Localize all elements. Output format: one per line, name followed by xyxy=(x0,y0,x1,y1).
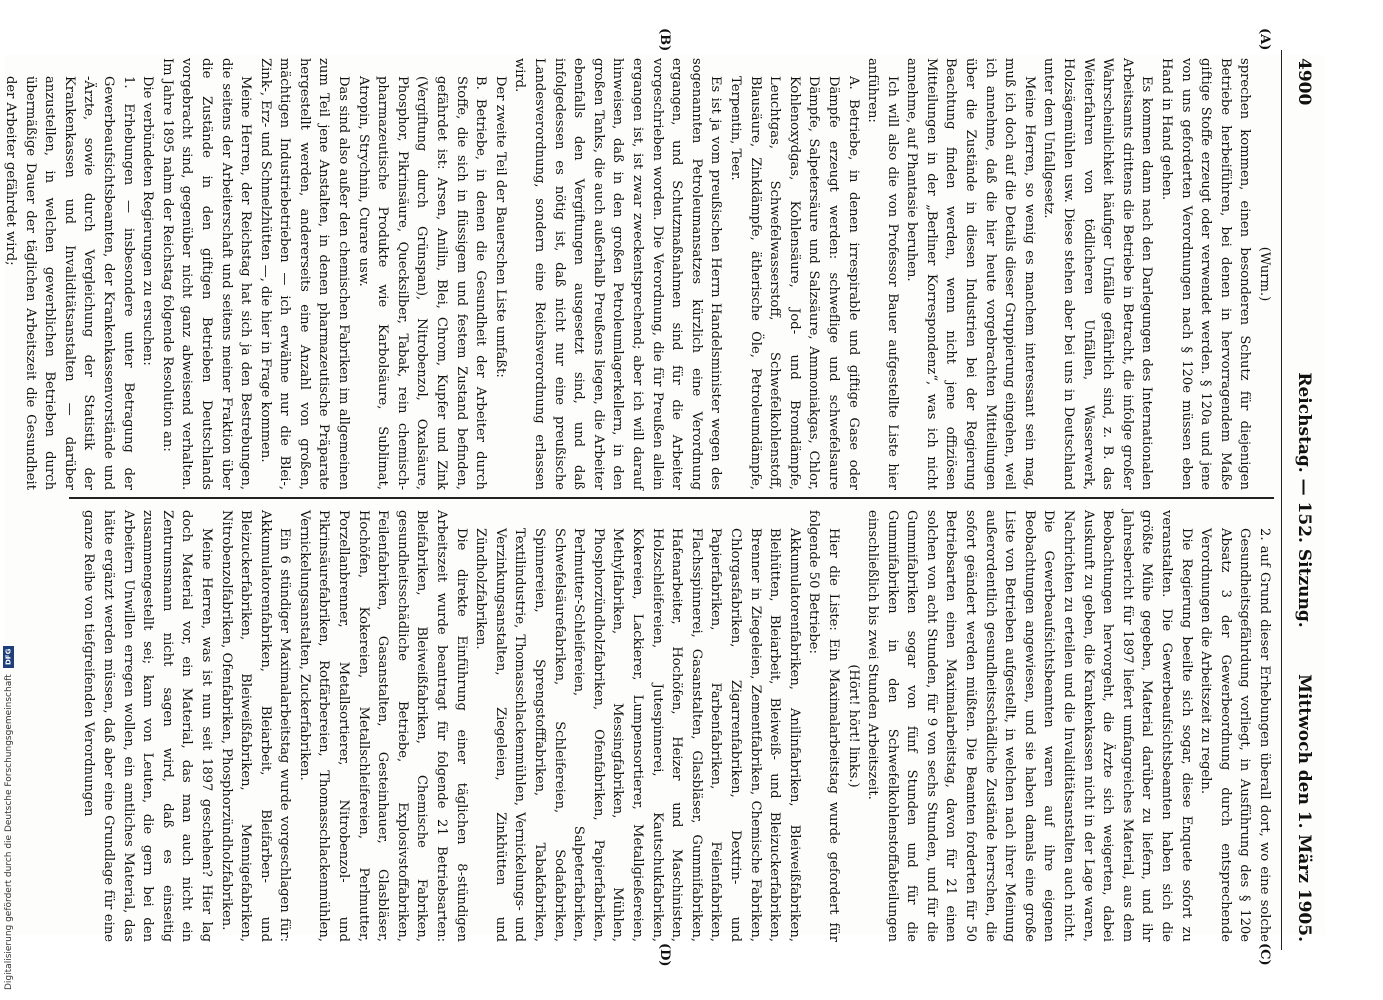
list-item: B. Betriebe, in denen die Gesundheit der Arbeiter durch Stoffe, die sich in flüssigem und festem Zustand befinden, gefährdet ist: Arsen, Anilin, Blei, Chrom, Kupfer und Zink (Vergiftung durch Grünspan), Nitrobenzol, Oxalsäure, Phosphor, Pikrinsäure, Quecksilber, Tabak, rein chemisch-pharmazeutische Produkte wie Karbolsäure, Sublimat, Atropin, Strychnin, Curare usw. xyxy=(355,76,489,490)
margin-mark-c: (C) xyxy=(1257,943,1272,966)
list-item: Akkumulatorenfabriken, Anilinfabriken, Bleiweißfabriken, Bleihütten, Bleiarbeit, Bleiweiß- und Bleizuckerfabriken, Brenner in Ziegeleien, Zementfabriken, Chemische Fabriken, Chlorgasfabriken, Zigarrenfabriken, Dextrin- und Papierfabriken, Farbenfabriken, Feilenfabriken, Flachsspinnerei, Gasanstalten, Glasbläser, Gummifabriken, Hafenarbeiter, Hochöfen, Heizer und Maschinisten, Holzschleifereien, Jutespinnerei, Kautschukfabriken, Kokereien, Lackierer, Lumpensortierer, Metallgießereien, Methylfabriken, Messingfabriken, Mühlen, Phosphorzündholzfabriken, Ofenfabriken, Papierfabriken, Perlmutter-Schleifereien, Salpeterfabriken, Schwefelsäurefabriken, Schleifereien, Sodafabriken, Spinnereien, Sprengstofffabriken, Tabakfabriken, Textilindustrie, Thomasschlackenmühlen, Vernickelungs- und Verzinkungsanstalten, Ziegeleien, Zinkhütten und Zündholzfabriken. xyxy=(473,528,802,942)
running-header xyxy=(1286,58,1322,942)
interjection: (Hört! hört! links.) xyxy=(845,664,861,788)
margin-mark-d: (D) xyxy=(657,943,672,967)
paragraph: Es kommen dann nach den Darlegungen des Internationalen Arbeitsamts drittens die Betriebe in Betracht, die infolge großer Wahrscheinlichkeit häufiger Unfälle gefährlich sind, z. B. das Weiterfahren von tödlicheren Unfällen, Wasserwerk, Holzsägemühlen usw. Diese stehen aber bei uns in Deutschland unter dem Unfallgesetz. xyxy=(1041,58,1155,490)
margin-mark-a: (A) xyxy=(1257,28,1272,51)
paragraph: Der zweite Teil der Bauerschen Liste umfaßt: xyxy=(492,76,508,378)
footer-credit: Digitalisierung gefördert durch die Deutsche Forschungsgemeinschaft xyxy=(4,674,14,990)
header-rule xyxy=(1281,50,1282,950)
session-title: Reichstag. — 152. Sitzung. xyxy=(1294,372,1314,628)
digitization-footer xyxy=(2,60,16,990)
margin-mark-b: (B) xyxy=(657,28,672,52)
paragraph: Meine Herren, der Reichstag hat sich ja den Bestrebungen, die seitens der Arbeiterschaft und seitens meiner Fraktion über die Zustände in den giftigen Betrieben Deutschlands vorgebracht sind, gegenüber nicht ganz abweisend verhalten. Im Jahre 1895 nahm der Reichstag folgende Resolution an: xyxy=(159,58,254,490)
page-number: 4900 xyxy=(1294,58,1314,106)
dfg-logo-text: DFG xyxy=(4,649,13,666)
list-item: A. Betriebe, in denen irrespirable und giftige Gase oder Dämpfe erzeugt werden: schweflige und schwefelsaure Dämpfe, Salpetersäure und Salzsäure, Ammoniakgas, Chlor, Kohlenoxydgas, Kohlensäure, Jod- und Bromdämpfe, Leuchtgas, Schwefelwasserstoff, Schwefelkohlenstoff, Blausäure, Zinkdämpfe, ätherische Öle, Petroleumdämpfe, Terpentin, Teer. xyxy=(727,76,861,490)
paragraph: Die Regierung beeilte sich sogar, diese Enquete sofort zu veranstalten. Die Gewerbeaufsichtsbeamten haben sich die größte Mühe gegeben, Material darüber zu liefern, und ihr Jahresbericht für 1897 liefert umfangreiches Material, aus dem Beobachtungen hervorgeht, die Ärzte sich weigerten, dabei Auskunft zu geben, die Krankenkassen nicht in der Lage waren, Nachrichten zu erteilen und die Invaliditätsanstalten auch nicht. Die Gewerbeaufsichtsbeamten waren auf ihre eigenen Beobachtungen angewiesen, und sie haben damals eine große Liste von Betrieben aufgestellt, in welchen nach ihrer Meinung außerordentlich gesundheitsschädliche Zustände herrschen, die sofort geändert werden müßten. Die Beamten forderten für 50 Betriebsarten einen Maximalarbeitstag, davon für 21 einen solchen von acht Stunden, für 9 von sechs Stunden, und für die Gummifabriken sogar von fünf Stunden und für die Gummifabriken in den Schwefelkohlenstoffabteilungen einschließlich bis zwei Stunden Arbeitszeit. xyxy=(865,510,1194,942)
paragraph: Das sind also außer den chemischen Fabriken im allgemeinen zum Teil jene Anstalten, in denen pharmazeutische Präparate hergestellt werden, andererseits eine Anzahl von großen, mächtigen Industriebetrieben — ich erwähne nur die Blei-, Zink-, Erz- und Schmelzhütten —, die hier in Frage kommen. xyxy=(257,58,352,490)
paragraph: Die direkte Einführung einer täglichen 8-stündigen Arbeitszeit wurde beantragt für folgende 21 Betriebsarten: Bleifabriken, Bleiweißfabriken, Chemische Fabriken, gesundheitsschädliche Betriebe, Explosivstoffabriken, Feilenfabriken, Gasanstalten, Gesteinhauer, Glasbläser, Hochöfen, Kokereien, Metallschleifereien, Perlmutter, Porzellanbrenner, Metallsortierer, Nitrobenzol- und Pikrinsäurefabriken, Rotfärbereien, Thomasschlackenmühlen, Vernickelungsanstalten, Zuckerfabriken. xyxy=(296,510,469,942)
paragraph: sprechen kommen, einen besonderen Schutz für diejenigen Betriebe herbeiführen, bei denen in hervorragendem Maße giftige Stoffe erzeugt oder verwendet werden. § 120a und jene von uns geforderten Verordnungen nach § 120e müssen eben Hand in Hand gehen. xyxy=(1159,58,1253,490)
dfg-logo xyxy=(4,646,15,668)
right-column xyxy=(69,510,1274,942)
resolution-item: 2. auf Grund dieser Erhebungen überall dort, wo eine solche Gesundheitsgefährdung vorliegt, in Ausführung des § 120e Absatz 3 der Gewerbeordnung durch entsprechende Verordnungen die Arbeitszeit zu regeln. xyxy=(1198,528,1272,942)
paragraph: Es ist ja vom preußischen Herrn Handelsminister wegen des sogenannten Petroleumansatzes kürzlich eine Verordnung ergangen, und Schutzmaßnahmen sind für die Arbeiter vorgeschrieben worden. Die Verordnung, die für Preußen allein ergangen ist, ist zwar zweckentsprechend; aber ich will darauf hinweisen, daß in den großen Petroleumlagerkellern, in den großen Tanks, die auch außerhalb Preußens liegen, die Arbeiter ebenfalls den Vergiftungen ausgesetzt sind, und daß infolgedessen es nötig ist, daß nicht nur eine preußische Landesverordnung, sondern eine Reichsverordnung erlassen wird. xyxy=(512,58,724,490)
resolution-item: 1. Erhebungen — insbesondere unter Betragung der Gewerbeaufsichtsbeamten, der Krankenkassenvorstände und -Ärzte, sowie durch Vergleichung der Statistik der Krankenkassen und Invaliditätsanstalten — darüber anzustellen, in welchen gewerblichen Betrieben durch übermäßige Dauer der täglichen Arbeitszeit die Gesundheit der Arbeiter gefährdet wird; xyxy=(3,76,136,490)
paragraph: Hier die Liste: Ein Maximalarbeitstag wurde gefordert für folgende 50 Betriebe: xyxy=(806,510,841,942)
column-separator xyxy=(69,497,1274,499)
paragraph: Meine Herren, so wenig es manchem interessant sein mag, muß ich doch auf die Details dieser Gruppierung eingehen, weil ich annehme, daß die hier heute vorgebrachten Mitteilungen über die Zustände in diesen Industrien bei der Regierung Beachtung finden werden, wenn nicht jene offiziösen Mitteilungen in der „Berliner Korrespondenz“, was ich nicht annehme, auf Phantasie beruhen. xyxy=(904,58,1037,490)
paragraph: Ich will also die von Professor Bauer aufgestellte Liste hier anführen: xyxy=(865,58,900,490)
paragraph: Ein 6 stündiger Maximalarbeitstag wurde vorgeschlagen für: Akkumulatorenfabriken, Bleiarbeit, Bleifarben- und Bleizuckerfabriken, Bleiweißfabriken, Mennigefabriken, Nitrobenzolfabriken, Ofenfabriken, Phosphorzündholzfabriken. xyxy=(218,510,293,942)
resolution-intro: Die verbündeten Regierungen zu ersuchen: xyxy=(140,76,156,366)
speaker-name: (Wurm.) xyxy=(1257,246,1272,302)
session-date: Mittwoch den 1. März 1905. xyxy=(1294,674,1314,942)
left-column xyxy=(3,58,1274,490)
paragraph: Meine Herren, was ist nun seit 1897 geschehen? Hier lag doch Material vor, ein Material, das man auch nicht ein Zentrumsmann nicht sagen wird, daß es einseitig zusammengestellt sei; kann von Leuten, die gern bei den Arbeitern Unwillen erregen wollen, ein amtliches Material, das hätte ergänzt werden müssen, daß aber eine Grundlage für eine ganze Reihe von tiefgreifenden Verordnungen xyxy=(81,510,214,942)
